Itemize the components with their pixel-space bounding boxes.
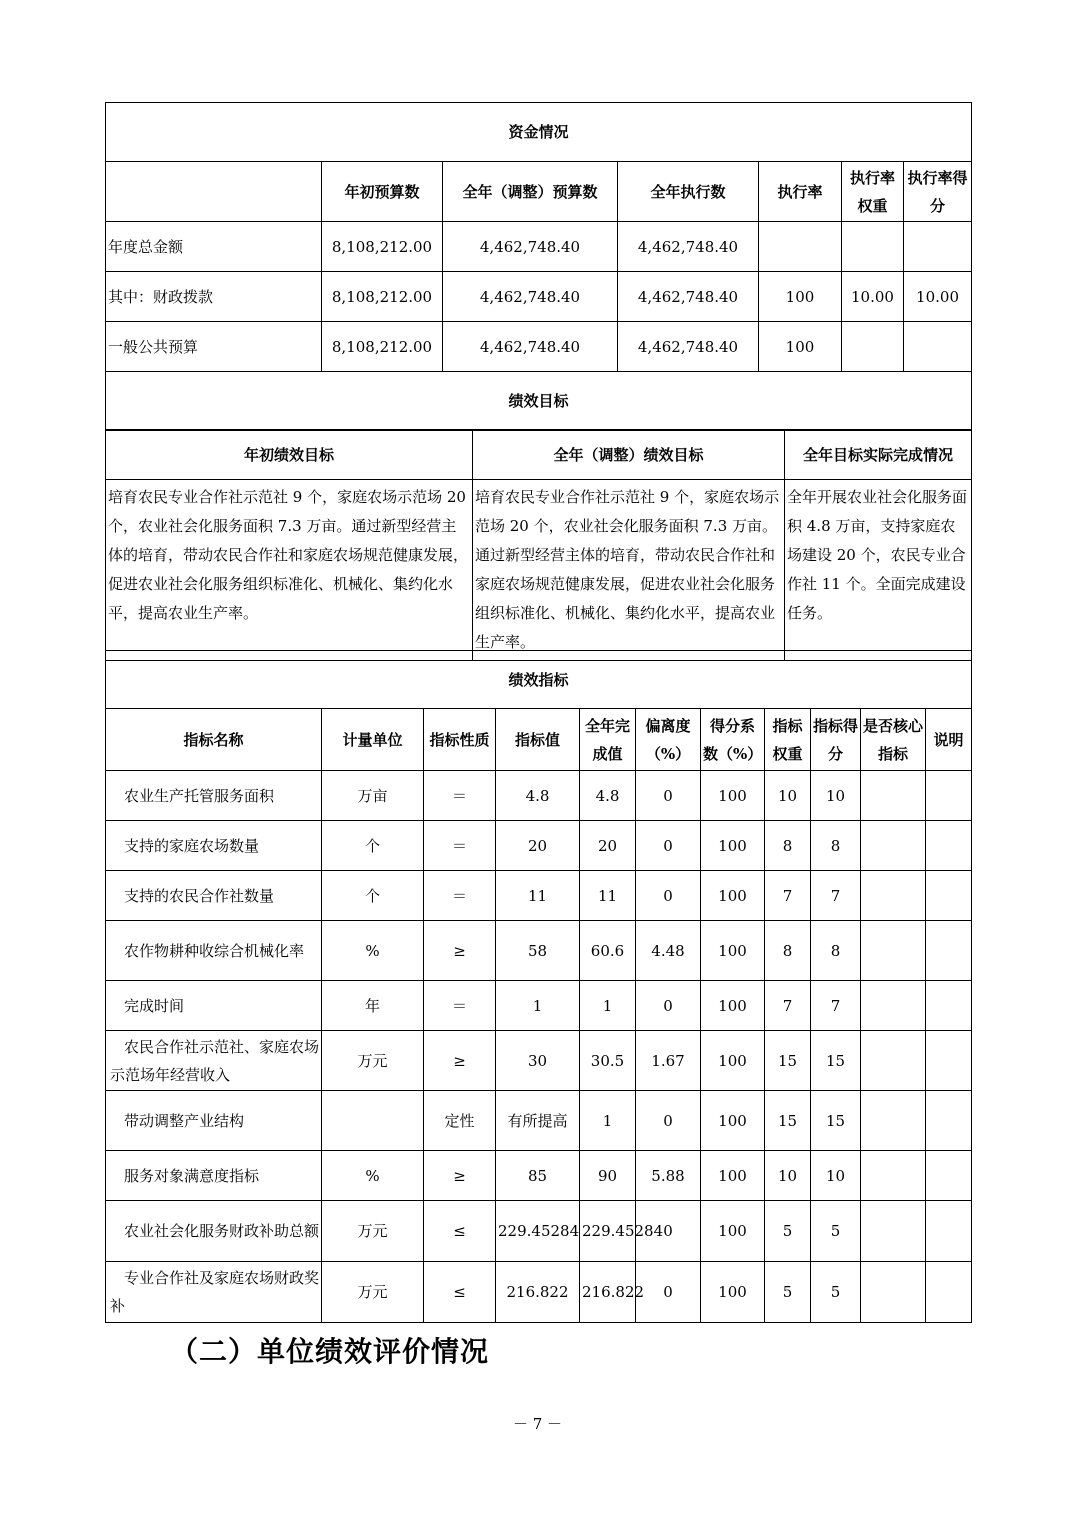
funds-section-title: 资金情况 — [106, 103, 972, 162]
indicator-weight-cell: 7 — [765, 871, 811, 921]
goals-header-cell: 年初绩效目标 — [106, 430, 473, 480]
indicator-deviation-cell: 0 — [636, 771, 701, 821]
indicator-core-cell — [861, 821, 926, 871]
indicator-deviation-cell: 1.67 — [636, 1031, 701, 1091]
funds-cell — [904, 322, 972, 372]
indicators-header-cell: 指标名称 — [106, 709, 322, 771]
indicator-unit-cell: 万元 — [322, 1262, 424, 1323]
section-heading: （二）单位绩效评价情况 — [170, 1335, 490, 1368]
initial-goal-text: 培育农民专业合作社示范社 9 个，家庭农场示范场 20 个，农业社会化服务面积 7.3 万亩。通过新型经营主体的培育，带动农民合作社和家庭农场规范健康发展，促进农业社会化服务组织标准化、机械化、集约化水平，提高农业生产率。 — [106, 480, 473, 661]
indicator-name-cell: 服务对象满意度指标 — [106, 1151, 322, 1201]
indicator-core-cell — [861, 1201, 926, 1262]
indicator-nature-cell: ≥ — [424, 1031, 496, 1091]
indicator-actual-cell: 4.8 — [580, 771, 636, 821]
indicator-note-cell — [926, 771, 972, 821]
indicator-target-cell: 20 — [496, 821, 580, 871]
indicator-score-cell: 10 — [811, 771, 861, 821]
indicator-coef-cell: 100 — [701, 1091, 765, 1151]
indicator-coef-cell: 100 — [701, 771, 765, 821]
goals-section-title: 绩效目标 — [106, 372, 972, 431]
indicator-actual-cell: 229.45284 — [580, 1201, 636, 1262]
funds-row — [106, 322, 972, 372]
indicator-name-cell: 带动调整产业结构 — [106, 1091, 322, 1151]
indicator-core-cell — [861, 1151, 926, 1201]
indicator-core-cell — [861, 871, 926, 921]
indicator-deviation-cell: 0 — [636, 1262, 701, 1323]
indicator-note-cell — [926, 1031, 972, 1091]
indicator-deviation-cell: 4.48 — [636, 921, 701, 981]
funds-cell — [842, 322, 904, 372]
funds-cell: 年度总金额 — [106, 222, 322, 272]
indicator-actual-cell: 30.5 — [580, 1031, 636, 1091]
goals-header-cell: 全年（调整）绩效目标 — [473, 430, 785, 480]
indicator-coef-cell: 100 — [701, 1201, 765, 1262]
indicator-weight-cell: 5 — [765, 1201, 811, 1262]
indicator-deviation-cell: 0 — [636, 1201, 701, 1262]
indicator-weight-cell: 15 — [765, 1091, 811, 1151]
indicator-actual-cell: 11 — [580, 871, 636, 921]
indicator-name-cell: 支持的家庭农场数量 — [106, 821, 322, 871]
indicators-header-cell: 是否核心指标 — [861, 709, 926, 771]
indicator-note-cell — [926, 981, 972, 1031]
indicator-row — [106, 1151, 972, 1201]
funds-cell: 8,108,212.00 — [322, 222, 443, 272]
indicator-row — [106, 1091, 972, 1151]
indicator-nature-cell: 定性 — [424, 1091, 496, 1151]
indicator-score-cell: 8 — [811, 921, 861, 981]
indicator-coef-cell: 100 — [701, 1151, 765, 1201]
indicator-unit-cell: % — [322, 1151, 424, 1201]
funds-cell: 10.00 — [904, 272, 972, 322]
indicator-note-cell — [926, 1151, 972, 1201]
indicators-body — [106, 771, 972, 1323]
indicator-unit-cell: 年 — [322, 981, 424, 1031]
funds-cell — [842, 222, 904, 272]
indicator-score-cell: 10 — [811, 1151, 861, 1201]
indicator-actual-cell: 90 — [580, 1151, 636, 1201]
indicator-name-cell: 完成时间 — [106, 981, 322, 1031]
indicator-target-cell: 30 — [496, 1031, 580, 1091]
indicator-note-cell — [926, 871, 972, 921]
indicator-target-cell: 85 — [496, 1151, 580, 1201]
indicator-nature-cell: ＝ — [424, 871, 496, 921]
indicator-nature-cell: ＝ — [424, 771, 496, 821]
funds-row — [106, 222, 972, 272]
indicator-coef-cell: 100 — [701, 1262, 765, 1323]
funds-cell — [759, 222, 842, 272]
funds-cell: 8,108,212.00 — [322, 272, 443, 322]
indicator-note-cell — [926, 1091, 972, 1151]
funds-cell: 4,462,748.40 — [443, 222, 618, 272]
indicator-unit-cell: % — [322, 921, 424, 981]
indicator-coef-cell: 100 — [701, 981, 765, 1031]
funds-header-cell — [106, 162, 322, 222]
indicator-weight-cell: 5 — [765, 1262, 811, 1323]
indicators-header-cell: 指标得分 — [811, 709, 861, 771]
indicator-row — [106, 1201, 972, 1262]
indicator-actual-cell: 1 — [580, 981, 636, 1031]
funds-cell: 4,462,748.40 — [443, 322, 618, 372]
indicators-table — [105, 650, 972, 1323]
indicator-unit-cell: 个 — [322, 821, 424, 871]
indicator-weight-cell: 7 — [765, 981, 811, 1031]
indicator-coef-cell: 100 — [701, 1031, 765, 1091]
indicator-deviation-cell: 0 — [636, 871, 701, 921]
indicator-deviation-cell: 5.88 — [636, 1151, 701, 1201]
indicator-row — [106, 821, 972, 871]
goals-table — [105, 429, 972, 661]
indicator-core-cell — [861, 921, 926, 981]
indicators-header-cell: 计量单位 — [322, 709, 424, 771]
indicator-name-cell: 专业合作社及家庭农场财政奖补 — [106, 1262, 322, 1323]
indicator-row — [106, 771, 972, 821]
indicator-unit-cell — [322, 1091, 424, 1151]
indicator-target-cell: 229.45284 — [496, 1201, 580, 1262]
indicator-actual-cell: 60.6 — [580, 921, 636, 981]
indicator-coef-cell: 100 — [701, 821, 765, 871]
indicator-unit-cell: 万亩 — [322, 771, 424, 821]
funds-cell: 4,462,748.40 — [618, 272, 759, 322]
indicator-actual-cell: 216.822 — [580, 1262, 636, 1323]
indicator-name-cell: 农业生产托管服务面积 — [106, 771, 322, 821]
indicator-unit-cell: 万元 — [322, 1031, 424, 1091]
indicator-core-cell — [861, 1091, 926, 1151]
indicators-header-cell: 说明 — [926, 709, 972, 771]
indicator-nature-cell: ≥ — [424, 921, 496, 981]
indicator-core-cell — [861, 771, 926, 821]
funds-header-cell: 全年执行数 — [618, 162, 759, 222]
indicator-score-cell: 15 — [811, 1031, 861, 1091]
indicator-target-cell: 216.822 — [496, 1262, 580, 1323]
indicator-nature-cell: ≥ — [424, 1151, 496, 1201]
indicator-note-cell — [926, 1201, 972, 1262]
indicator-score-cell: 7 — [811, 981, 861, 1031]
indicator-core-cell — [861, 981, 926, 1031]
indicator-nature-cell: ＝ — [424, 821, 496, 871]
adjusted-goal-text: 培育农民专业合作社示范社 9 个，家庭农场示范场 20 个，农业社会化服务面积 7.3 万亩。通过新型经营主体的培育，带动农民合作社和家庭农场规范健康发展，促进农业社会化服务组织标准化、机械化、集约化水平，提高农业生产率。 — [473, 480, 785, 661]
indicators-header-cell: 得分系数（%） — [701, 709, 765, 771]
indicator-target-cell: 58 — [496, 921, 580, 981]
indicator-unit-cell: 个 — [322, 871, 424, 921]
indicator-row — [106, 1031, 972, 1091]
funds-cell: 4,462,748.40 — [618, 322, 759, 372]
indicator-name-cell: 支持的农民合作社数量 — [106, 871, 322, 921]
indicator-nature-cell: ≤ — [424, 1262, 496, 1323]
indicator-score-cell: 5 — [811, 1201, 861, 1262]
funds-cell: 100 — [759, 322, 842, 372]
indicator-core-cell — [861, 1031, 926, 1091]
funds-cell: 10.00 — [842, 272, 904, 322]
indicator-target-cell: 4.8 — [496, 771, 580, 821]
indicators-header-cell: 指标值 — [496, 709, 580, 771]
indicator-target-cell: 11 — [496, 871, 580, 921]
indicator-nature-cell: ≤ — [424, 1201, 496, 1262]
indicator-note-cell — [926, 821, 972, 871]
funds-header-cell: 全年（调整）预算数 — [443, 162, 618, 222]
indicators-header-cell: 指标权重 — [765, 709, 811, 771]
indicator-weight-cell: 8 — [765, 821, 811, 871]
indicator-weight-cell: 15 — [765, 1031, 811, 1091]
indicator-score-cell: 5 — [811, 1262, 861, 1323]
indicator-deviation-cell: 0 — [636, 821, 701, 871]
funds-cell: 8,108,212.00 — [322, 322, 443, 372]
funds-header-cell: 执行率得分 — [904, 162, 972, 222]
funds-header-cell: 年初预算数 — [322, 162, 443, 222]
goals-header-row — [106, 430, 972, 480]
indicator-name-cell: 农作物耕种收综合机械化率 — [106, 921, 322, 981]
indicator-target-cell: 有所提高 — [496, 1091, 580, 1151]
funds-cell: 其中：财政拨款 — [106, 272, 322, 322]
actual-completion-text: 全年开展农业社会化服务面积 4.8 万亩，支持家庭农场建设 20 个，农民专业合作社 11 个。全面完成建设任务。 — [785, 480, 972, 661]
goals-row — [106, 480, 972, 661]
funds-cell: 100 — [759, 272, 842, 322]
indicator-score-cell: 15 — [811, 1091, 861, 1151]
funds-row — [106, 272, 972, 322]
funds-cell: 4,462,748.40 — [618, 222, 759, 272]
indicators-header-cell: 偏离度（%） — [636, 709, 701, 771]
indicator-note-cell — [926, 1262, 972, 1323]
funds-header-cell: 执行率权重 — [842, 162, 904, 222]
indicator-coef-cell: 100 — [701, 921, 765, 981]
indicators-header-cell: 全年完成值 — [580, 709, 636, 771]
funds-cell: 一般公共预算 — [106, 322, 322, 372]
indicators-header-cell: 指标性质 — [424, 709, 496, 771]
funds-cell — [904, 222, 972, 272]
funds-header-row — [106, 162, 972, 222]
indicator-deviation-cell: 0 — [636, 981, 701, 1031]
indicator-row — [106, 871, 972, 921]
indicator-actual-cell: 1 — [580, 1091, 636, 1151]
indicator-weight-cell: 10 — [765, 1151, 811, 1201]
indicator-target-cell: 1 — [496, 981, 580, 1031]
funds-header-cell: 执行率 — [759, 162, 842, 222]
indicator-note-cell — [926, 921, 972, 981]
indicator-score-cell: 8 — [811, 821, 861, 871]
indicator-score-cell: 7 — [811, 871, 861, 921]
indicator-row — [106, 981, 972, 1031]
indicator-coef-cell: 100 — [701, 871, 765, 921]
indicator-weight-cell: 8 — [765, 921, 811, 981]
indicator-nature-cell: ＝ — [424, 981, 496, 1031]
indicator-deviation-cell: 0 — [636, 1091, 701, 1151]
indicator-name-cell: 农业社会化服务财政补助总额 — [106, 1201, 322, 1262]
indicator-actual-cell: 20 — [580, 821, 636, 871]
indicator-row — [106, 921, 972, 981]
funds-cell: 4,462,748.40 — [443, 272, 618, 322]
page-number: － 7 － — [512, 1415, 563, 1433]
indicator-core-cell — [861, 1262, 926, 1323]
goals-header-cell: 全年目标实际完成情况 — [785, 430, 972, 480]
indicator-row — [106, 1262, 972, 1323]
indicator-weight-cell: 10 — [765, 771, 811, 821]
indicators-section-title: 绩效指标 — [106, 651, 972, 709]
indicator-unit-cell: 万元 — [322, 1201, 424, 1262]
indicators-header-row — [106, 709, 972, 771]
indicator-name-cell: 农民合作社示范社、家庭农场示范场年经营收入 — [106, 1031, 322, 1091]
funds-table — [105, 102, 972, 431]
